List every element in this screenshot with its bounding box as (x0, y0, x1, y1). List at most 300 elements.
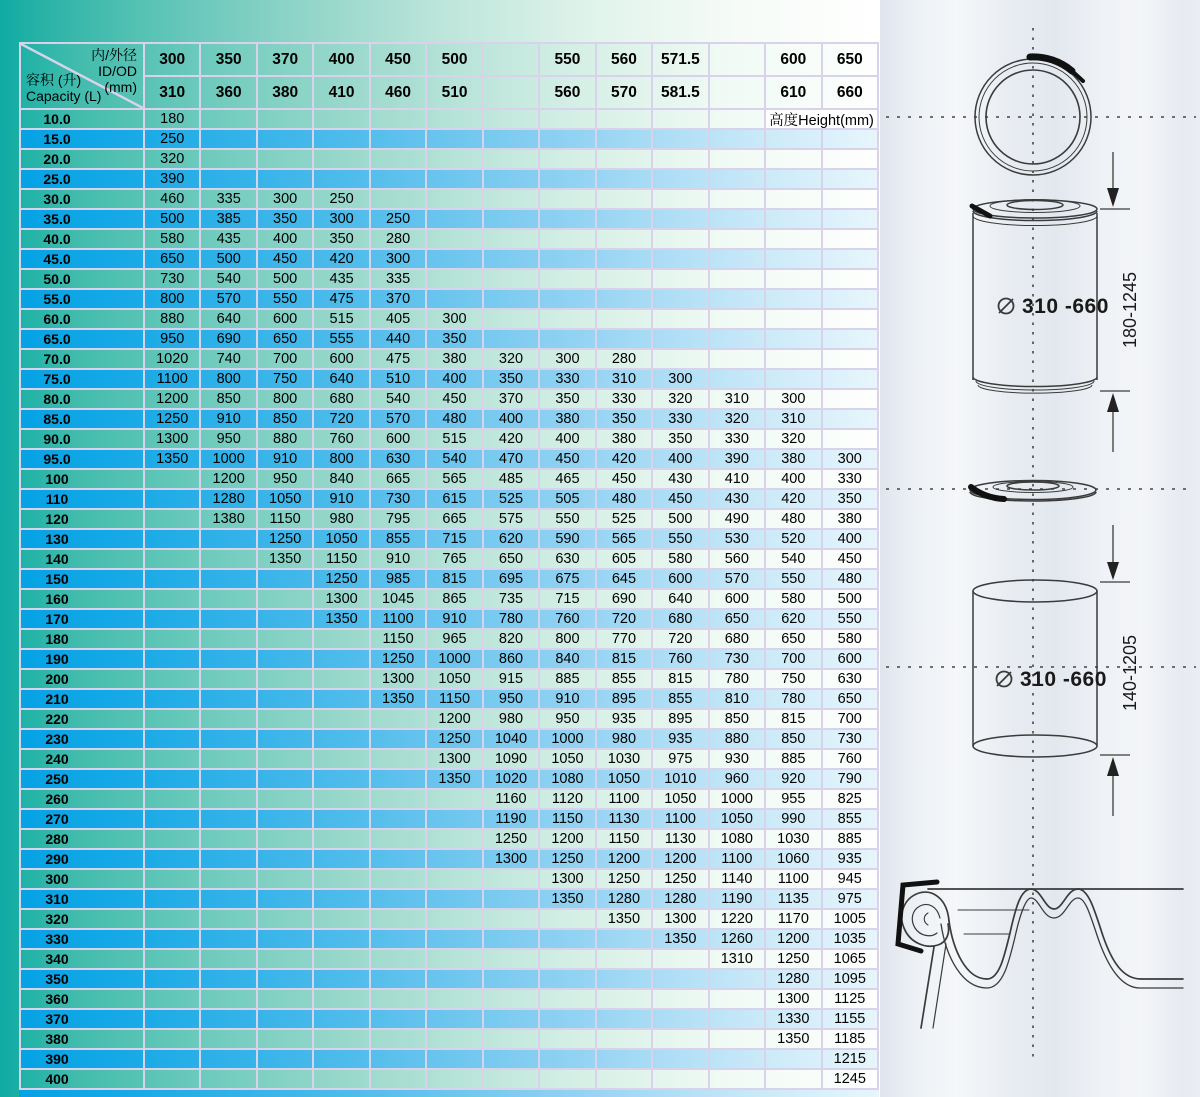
empty-cell (653, 170, 707, 188)
empty-cell (371, 750, 425, 768)
empty-cell (145, 530, 199, 548)
empty-cell (201, 750, 255, 768)
height-value-cell: 600 (371, 430, 425, 448)
empty-cell (201, 690, 255, 708)
height-value-cell: 730 (823, 730, 877, 748)
capacity-row-label: 370 (21, 1010, 143, 1028)
height-value-cell: 825 (823, 790, 877, 808)
height-value-cell: 420 (766, 490, 820, 508)
height-value-cell: 850 (766, 730, 820, 748)
empty-cell (710, 1030, 764, 1048)
empty-cell (823, 330, 877, 348)
height-value-cell: 715 (540, 590, 594, 608)
height-value-cell: 350 (427, 330, 481, 348)
height-value-cell: 780 (710, 670, 764, 688)
height-value-cell: 370 (371, 290, 425, 308)
height-value-cell: 735 (484, 590, 538, 608)
height-value-cell: 780 (484, 610, 538, 628)
empty-cell (201, 950, 255, 968)
empty-cell (597, 950, 651, 968)
height-value-cell: 1040 (484, 730, 538, 748)
empty-cell (427, 930, 481, 948)
empty-cell (484, 290, 538, 308)
height-value-cell: 400 (484, 410, 538, 428)
empty-cell (258, 650, 312, 668)
height-value-cell: 570 (371, 410, 425, 428)
empty-cell (145, 670, 199, 688)
height-value-cell: 680 (710, 630, 764, 648)
empty-cell (484, 870, 538, 888)
empty-cell (258, 810, 312, 828)
height-value-cell: 630 (371, 450, 425, 468)
empty-cell (314, 870, 368, 888)
empty-cell (201, 790, 255, 808)
height-value-cell: 665 (371, 470, 425, 488)
empty-cell (201, 650, 255, 668)
empty-cell (653, 990, 707, 1008)
height-value-cell: 945 (823, 870, 877, 888)
height-value-cell: 910 (540, 690, 594, 708)
empty-cell (540, 1030, 594, 1048)
empty-cell (710, 110, 764, 128)
height-value-cell: 1100 (597, 790, 651, 808)
height-value-cell: 700 (258, 350, 312, 368)
height-value-cell: 600 (653, 570, 707, 588)
capacity-row-label: 360 (21, 990, 143, 1008)
col-header-id-650: 650 (823, 44, 877, 75)
height-value-cell: 300 (258, 190, 312, 208)
height-value-cell: 1190 (484, 810, 538, 828)
empty-cell (710, 170, 764, 188)
height-value-cell: 1050 (314, 530, 368, 548)
height-value-cell: 630 (540, 550, 594, 568)
height-value-cell: 750 (766, 670, 820, 688)
col-header-od-610: 610 (766, 77, 820, 108)
height-value-cell: 500 (145, 210, 199, 228)
height-value-cell: 915 (484, 670, 538, 688)
empty-cell (710, 1010, 764, 1028)
empty-cell (484, 1010, 538, 1028)
empty-cell (145, 1010, 199, 1028)
height-value-cell: 1030 (766, 830, 820, 848)
col-header-od-360: 360 (201, 77, 255, 108)
empty-cell (201, 770, 255, 788)
lid-disc-view (970, 481, 1096, 501)
height-value-cell: 1300 (371, 670, 425, 688)
height-value-cell: 400 (427, 370, 481, 388)
height-value-cell: 920 (766, 770, 820, 788)
lid-clamp-icon (1030, 57, 1072, 71)
height-value-cell: 1050 (258, 490, 312, 508)
height-value-cell: 965 (427, 630, 481, 648)
height-value-cell: 1150 (540, 810, 594, 828)
empty-cell (427, 270, 481, 288)
empty-cell (823, 430, 877, 448)
empty-cell (597, 1070, 651, 1088)
empty-cell (653, 1030, 707, 1048)
empty-cell (314, 830, 368, 848)
capacity-row-label: 220 (21, 710, 143, 728)
empty-cell (597, 1050, 651, 1068)
empty-cell (145, 630, 199, 648)
height-value-cell: 1080 (540, 770, 594, 788)
empty-cell (766, 130, 820, 148)
empty-cell (314, 150, 368, 168)
empty-cell (201, 810, 255, 828)
empty-cell (258, 870, 312, 888)
empty-cell (653, 350, 707, 368)
empty-cell (201, 830, 255, 848)
height-value-cell: 280 (371, 230, 425, 248)
height-value-cell: 770 (597, 630, 651, 648)
empty-cell (540, 1010, 594, 1028)
height-value-cell: 1220 (710, 910, 764, 928)
height-value-cell: 435 (201, 230, 255, 248)
height-value-cell: 620 (766, 610, 820, 628)
height-value-cell: 570 (710, 570, 764, 588)
empty-cell (201, 630, 255, 648)
height-value-cell: 1130 (653, 830, 707, 848)
height-value-cell: 950 (201, 430, 255, 448)
empty-cell (427, 190, 481, 208)
height-value-cell: 1020 (145, 350, 199, 368)
height-value-cell: 675 (540, 570, 594, 588)
height-value-cell: 460 (145, 190, 199, 208)
empty-cell (201, 990, 255, 1008)
capacity-row-label: 90.0 (21, 430, 143, 448)
height-value-cell: 1100 (371, 610, 425, 628)
empty-cell (710, 350, 764, 368)
height-value-cell: 855 (371, 530, 425, 548)
height-value-cell: 680 (314, 390, 368, 408)
height-value-cell: 1050 (653, 790, 707, 808)
height-value-cell: 1250 (258, 530, 312, 548)
height-value-cell: 400 (653, 450, 707, 468)
height-value-cell: 1000 (201, 450, 255, 468)
empty-cell (540, 330, 594, 348)
height-value-cell: 885 (540, 670, 594, 688)
height-value-cell: 730 (371, 490, 425, 508)
empty-cell (201, 910, 255, 928)
capacity-row-label: 280 (21, 830, 143, 848)
empty-cell (314, 170, 368, 188)
height-value-cell: 1250 (427, 730, 481, 748)
capacity-row-label: 250 (21, 770, 143, 788)
height-value-cell: 645 (597, 570, 651, 588)
empty-cell (371, 770, 425, 788)
height-value-cell: 565 (427, 470, 481, 488)
height-value-cell: 540 (766, 550, 820, 568)
empty-cell (597, 310, 651, 328)
height-value-cell: 1350 (597, 910, 651, 928)
height-value-cell: 615 (427, 490, 481, 508)
height-value-cell: 815 (427, 570, 481, 588)
empty-cell (540, 270, 594, 288)
height-value-cell: 450 (540, 450, 594, 468)
empty-cell (314, 730, 368, 748)
empty-cell (371, 810, 425, 828)
empty-cell (653, 230, 707, 248)
col-header-id-600: 600 (766, 44, 820, 75)
capacity-row-label: 300 (21, 870, 143, 888)
height-value-cell: 1350 (314, 610, 368, 628)
col-header-blank (484, 77, 538, 108)
empty-cell (823, 190, 877, 208)
empty-cell (653, 190, 707, 208)
height-value-cell: 1250 (484, 830, 538, 848)
empty-cell (314, 790, 368, 808)
capacity-row-label: 95.0 (21, 450, 143, 468)
open-drum-dimension-bottom (1100, 755, 1130, 816)
height-value-cell: 330 (823, 470, 877, 488)
empty-cell (427, 1010, 481, 1028)
capacity-row-label: 110 (21, 490, 143, 508)
col-header-id-350: 350 (201, 44, 255, 75)
height-value-cell: 850 (710, 710, 764, 728)
table-corner-cell (21, 44, 143, 108)
height-value-cell: 1185 (823, 1030, 877, 1048)
height-value-cell: 990 (766, 810, 820, 828)
height-value-cell: 1260 (710, 930, 764, 948)
height-value-cell: 250 (371, 210, 425, 228)
empty-cell (540, 190, 594, 208)
height-value-cell: 1150 (371, 630, 425, 648)
height-value-cell: 470 (484, 450, 538, 468)
height-value-cell: 580 (823, 630, 877, 648)
empty-cell (371, 990, 425, 1008)
height-value-cell: 960 (710, 770, 764, 788)
height-value-cell: 1135 (766, 890, 820, 908)
height-value-cell: 895 (653, 710, 707, 728)
capacity-row-label: 120 (21, 510, 143, 528)
col-header-id-560: 560 (597, 44, 651, 75)
height-value-cell: 1250 (371, 650, 425, 668)
capacity-row-label: 75.0 (21, 370, 143, 388)
height-value-cell: 810 (710, 690, 764, 708)
empty-cell (484, 190, 538, 208)
empty-cell (371, 850, 425, 868)
height-value-cell: 740 (201, 350, 255, 368)
height-value-cell: 935 (653, 730, 707, 748)
height-value-cell: 975 (653, 750, 707, 768)
empty-cell (314, 950, 368, 968)
capacity-row-label: 30.0 (21, 190, 143, 208)
capacity-row-label: 40.0 (21, 230, 143, 248)
empty-cell (823, 350, 877, 368)
height-value-cell: 840 (314, 470, 368, 488)
height-value-cell: 515 (427, 430, 481, 448)
empty-cell (823, 170, 877, 188)
height-value-cell: 815 (597, 650, 651, 668)
capacity-row-label: 25.0 (21, 170, 143, 188)
empty-cell (314, 650, 368, 668)
height-value-cell: 435 (314, 270, 368, 288)
empty-cell (823, 370, 877, 388)
capacity-row-label: 320 (21, 910, 143, 928)
height-value-cell: 465 (540, 470, 594, 488)
empty-cell (540, 210, 594, 228)
height-value-cell: 300 (540, 350, 594, 368)
height-value-cell: 855 (597, 670, 651, 688)
col-header-od-510: 510 (427, 77, 481, 108)
height-value-cell: 1250 (145, 410, 199, 428)
empty-cell (427, 250, 481, 268)
height-value-cell: 1060 (766, 850, 820, 868)
height-value-cell: 310 (766, 410, 820, 428)
height-value-cell: 650 (258, 330, 312, 348)
height-value-cell: 690 (201, 330, 255, 348)
empty-cell (540, 970, 594, 988)
empty-cell (201, 130, 255, 148)
empty-cell (484, 970, 538, 988)
capacity-row-label: 190 (21, 650, 143, 668)
empty-cell (258, 170, 312, 188)
empty-cell (540, 910, 594, 928)
capacity-spec-table (19, 42, 879, 1090)
empty-cell (258, 130, 312, 148)
empty-cell (314, 1070, 368, 1088)
empty-cell (371, 170, 425, 188)
height-value-cell: 800 (201, 370, 255, 388)
height-value-cell: 665 (427, 510, 481, 528)
height-value-cell: 815 (766, 710, 820, 728)
height-value-cell: 480 (766, 510, 820, 528)
empty-cell (823, 230, 877, 248)
empty-cell (314, 670, 368, 688)
height-value-cell: 550 (540, 510, 594, 528)
height-value-cell: 400 (823, 530, 877, 548)
empty-cell (427, 210, 481, 228)
empty-cell (427, 830, 481, 848)
capacity-row-label: 290 (21, 850, 143, 868)
corner-label-unit: (mm) (104, 79, 137, 95)
empty-cell (314, 1030, 368, 1048)
empty-cell (766, 270, 820, 288)
capacity-row-label: 140 (21, 550, 143, 568)
capacity-row-label: 130 (21, 530, 143, 548)
height-value-cell: 720 (597, 610, 651, 628)
height-value-cell: 1280 (653, 890, 707, 908)
empty-cell (484, 170, 538, 188)
empty-cell (484, 990, 538, 1008)
col-header-blank (710, 44, 764, 75)
empty-cell (145, 810, 199, 828)
empty-cell (823, 150, 877, 168)
height-value-cell: 720 (314, 410, 368, 428)
height-value-cell: 850 (258, 410, 312, 428)
height-value-cell: 310 (597, 370, 651, 388)
empty-cell (484, 1070, 538, 1088)
empty-cell (823, 210, 877, 228)
empty-cell (484, 230, 538, 248)
height-value-cell: 600 (258, 310, 312, 328)
height-value-cell: 765 (427, 550, 481, 568)
drum-diagrams (880, 0, 1200, 1097)
height-value-cell: 840 (540, 650, 594, 668)
empty-cell (258, 830, 312, 848)
empty-cell (484, 250, 538, 268)
empty-cell (710, 230, 764, 248)
empty-cell (766, 170, 820, 188)
empty-cell (258, 110, 312, 128)
height-value-cell: 720 (653, 630, 707, 648)
empty-cell (427, 870, 481, 888)
empty-cell (597, 210, 651, 228)
empty-cell (427, 1030, 481, 1048)
seam-cross-section-detail (898, 882, 1183, 1028)
height-value-cell: 605 (597, 550, 651, 568)
empty-cell (201, 150, 255, 168)
height-value-cell: 540 (201, 270, 255, 288)
height-value-cell: 300 (823, 450, 877, 468)
empty-cell (484, 950, 538, 968)
height-value-cell: 405 (371, 310, 425, 328)
height-value-cell: 530 (710, 530, 764, 548)
capacity-row-label: 160 (21, 590, 143, 608)
empty-cell (145, 690, 199, 708)
empty-cell (540, 290, 594, 308)
height-value-cell: 1350 (766, 1030, 820, 1048)
height-value-cell: 790 (823, 770, 877, 788)
height-value-cell: 525 (484, 490, 538, 508)
height-value-cell: 1120 (540, 790, 594, 808)
height-value-cell: 1155 (823, 1010, 877, 1028)
height-value-cell: 540 (427, 450, 481, 468)
height-value-cell: 1200 (653, 850, 707, 868)
empty-cell (823, 310, 877, 328)
height-value-cell: 450 (653, 490, 707, 508)
empty-cell (710, 250, 764, 268)
empty-cell (258, 690, 312, 708)
empty-cell (766, 190, 820, 208)
empty-cell (201, 890, 255, 908)
height-value-cell: 1300 (314, 590, 368, 608)
height-value-cell: 1150 (314, 550, 368, 568)
height-value-cell: 580 (766, 590, 820, 608)
empty-cell (540, 170, 594, 188)
empty-cell (710, 370, 764, 388)
height-value-cell: 1140 (710, 870, 764, 888)
empty-cell (484, 1050, 538, 1068)
height-value-cell: 500 (201, 250, 255, 268)
height-value-cell: 885 (823, 830, 877, 848)
height-value-cell: 1050 (710, 810, 764, 828)
height-value-cell: 300 (427, 310, 481, 328)
empty-cell (314, 710, 368, 728)
height-value-cell: 865 (427, 590, 481, 608)
empty-cell (484, 150, 538, 168)
empty-cell (597, 190, 651, 208)
capacity-row-label: 200 (21, 670, 143, 688)
height-value-cell: 450 (823, 550, 877, 568)
height-value-cell: 280 (597, 350, 651, 368)
empty-cell (597, 270, 651, 288)
col-header-blank (710, 77, 764, 108)
height-value-cell: 1150 (427, 690, 481, 708)
height-value-cell: 300 (314, 210, 368, 228)
empty-cell (710, 290, 764, 308)
empty-cell (710, 990, 764, 1008)
empty-cell (597, 990, 651, 1008)
height-value-cell: 1300 (484, 850, 538, 868)
empty-cell (766, 370, 820, 388)
empty-cell (710, 330, 764, 348)
empty-cell (371, 730, 425, 748)
empty-cell (201, 1010, 255, 1028)
height-value-cell: 1350 (145, 450, 199, 468)
height-value-cell: 380 (597, 430, 651, 448)
height-value-cell: 320 (484, 350, 538, 368)
